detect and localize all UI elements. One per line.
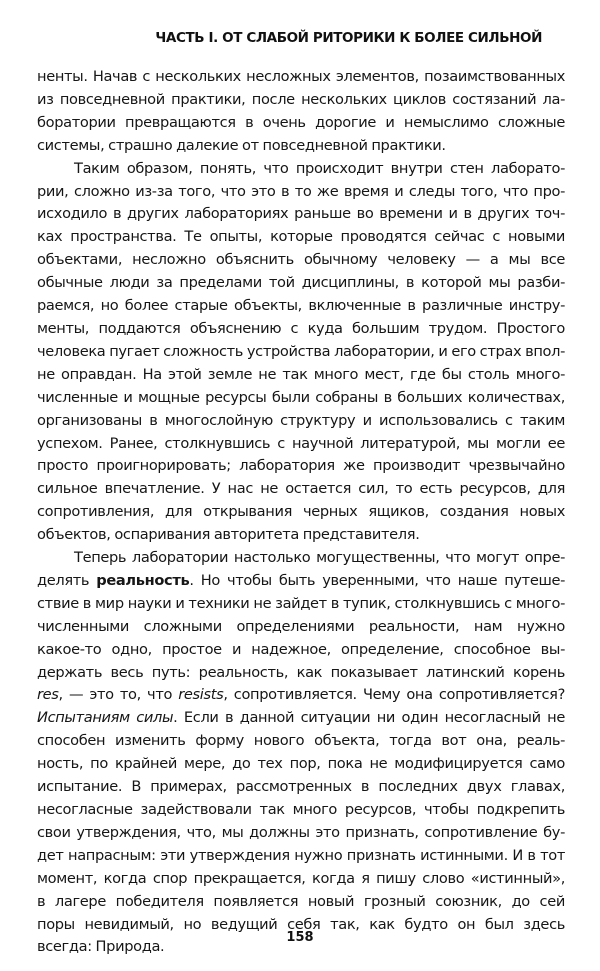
text-line: организованы в многослойную структуру и использовались с таким bbox=[37, 411, 565, 429]
running-header: ЧАСТЬ I. ОТ СЛАБОЙ РИТОРИКИ К БОЛЕЕ СИЛЬНОЙ bbox=[155, 30, 542, 46]
text-line: численные и мощные ресурсы были собраны в больших количествах, bbox=[37, 388, 565, 406]
text-line: испытание. В примерах, рассмотренных в последних двух главах, bbox=[37, 778, 565, 796]
text-line: успехом. Ранее, столкнувшись с научной литературой, мы могли ее bbox=[37, 434, 565, 452]
text-line: рии, сложно из-за того, что это в то же время и следы того, что про- bbox=[37, 182, 565, 200]
text-line bbox=[37, 684, 565, 707]
text-span: делять bbox=[37, 571, 97, 589]
text-line: раемся, но более старые объекты, включенные в различные инстру- bbox=[37, 297, 565, 315]
paragraph-3 bbox=[37, 547, 565, 959]
text-line: объектов, оспаривания авторитета представителя. bbox=[37, 526, 420, 544]
text-line: не оправдан. На этой земле не так много мест, где бы столь много- bbox=[37, 365, 565, 383]
text-span: . Если в данной ситуации ни один несогласный не bbox=[173, 709, 565, 727]
text-line: Таким образом, понять, что происходит внутри стен лаборато- bbox=[74, 159, 565, 177]
paragraph-2 bbox=[37, 158, 565, 547]
text-line: численными сложными определениями реальности, нам нужно bbox=[37, 617, 565, 635]
text-span: . Но чтобы быть уверенными, что наше путеше- bbox=[189, 571, 566, 589]
text-line: держать весь путь: реальность, как показывает латинский корень bbox=[37, 663, 565, 681]
text-line: способен изменить форму нового объекта, тогда вот она, реаль- bbox=[37, 732, 565, 750]
text-line: менты, поддаются объяснению с куда большим трудом. Простого bbox=[37, 319, 565, 337]
page-number: 158 bbox=[286, 930, 314, 945]
text-line: в лагере победителя появляется новый грозный союзник, до сей bbox=[37, 892, 565, 910]
italic-resists: resists bbox=[178, 686, 224, 704]
text-span: , — это то, что bbox=[58, 686, 179, 704]
italic-trials-of-strength: Испытаниям силы bbox=[37, 709, 174, 727]
text-line: обычные люди за пределами той дисциплины, в которой мы разби- bbox=[37, 274, 565, 292]
text-line: всегда: Природа. bbox=[37, 938, 165, 956]
italic-res: res bbox=[37, 686, 59, 704]
body-text bbox=[37, 66, 565, 959]
text-line bbox=[37, 707, 565, 730]
text-line: поры невидимый, но ведущий себя так, как будто он был здесь bbox=[37, 915, 565, 933]
text-line: объектами, несложно объяснить обычному человеку — а мы все bbox=[37, 251, 565, 269]
text-line: момент, когда спор прекращается, когда я пишу слово «истинный», bbox=[37, 869, 565, 887]
text-line: ность, по крайней мере, до тех пор, пока не модифицируется само bbox=[37, 755, 565, 773]
text-line: из повседневной практики, после нескольких циклов состязаний ла- bbox=[37, 90, 565, 108]
paragraph-1 bbox=[37, 66, 565, 158]
emphasis-reality: реальность bbox=[96, 571, 190, 589]
text-line: свои утверждения, что, мы должны это признать, сопротивление бу- bbox=[37, 823, 565, 841]
text-line: Теперь лаборатории настолько могущественны, что могут опре- bbox=[74, 549, 565, 567]
text-line: ках пространства. Те опыты, которые проводятся сейчас с новыми bbox=[37, 228, 565, 246]
text-line: системы, страшно далекие от повседневной практики. bbox=[37, 136, 446, 154]
text-line: ствие в мир науки и техники не зайдет в тупик, столкнувшись с много- bbox=[37, 594, 565, 612]
text-span: , сопротивляется. Чему она сопротивляется? bbox=[223, 686, 566, 704]
text-line: человека пугает сложность устройства лаборатории, и его страх впол- bbox=[37, 342, 565, 360]
text-line: какое-то одно, простое и надежное, определение, способное вы- bbox=[37, 640, 565, 658]
text-line: дет напрасным: эти утверждения нужно признать истинными. И в тот bbox=[37, 846, 565, 864]
text-line: сопротивления, для открывания черных ящиков, создания новых bbox=[37, 503, 565, 521]
text-line: исходило в других лабораториях раньше во времени и в других точ- bbox=[37, 205, 565, 223]
text-line: ненты. Начав с нескольких несложных элементов, позаимствованных bbox=[37, 68, 565, 85]
text-line: просто проигнорировать; лаборатория же производит чрезвычайно bbox=[37, 457, 565, 475]
text-line: сильное впечатление. У нас не остается сил, то есть ресурсов, для bbox=[37, 480, 565, 498]
text-line: несогласные задействовали так много ресурсов, чтобы подкрепить bbox=[37, 801, 565, 818]
text-line bbox=[37, 570, 565, 593]
text-line: боратории превращаются в очень дорогие и немыслимо сложные bbox=[37, 113, 565, 131]
